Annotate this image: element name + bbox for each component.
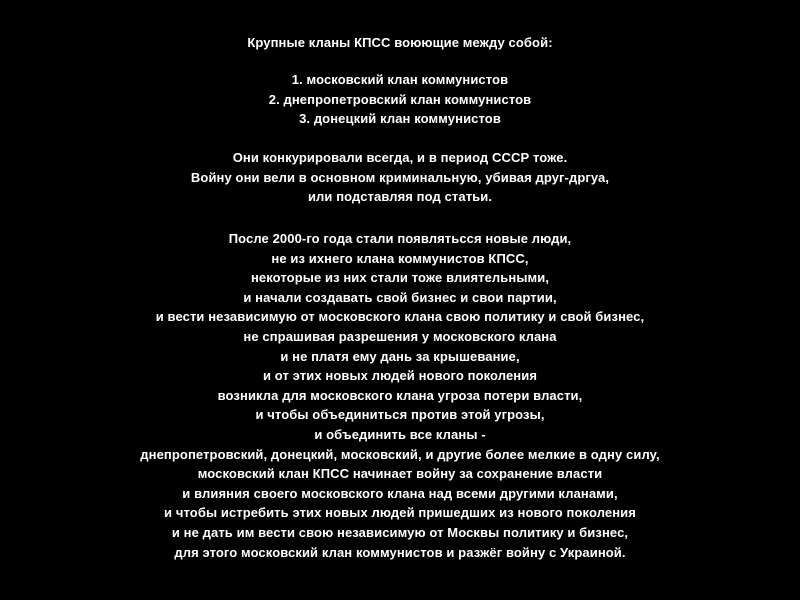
text-line: и влияния своего московского клана над всеми другими кланами, [182, 485, 618, 501]
text-line: московский клан КПСС начинает войну за сохранение власти [197, 466, 603, 482]
text-line: не спрашивая разрешения у московского клана [243, 328, 557, 344]
text-line: для этого московский клан коммунистов и разжёг войну с Украиной. [174, 544, 626, 560]
text-line: и чтобы истребить этих новых людей пришедших из нового поколения [164, 505, 636, 521]
list-item: 1. московский клан коммунистов [291, 72, 509, 87]
text-line: и начали создавать свой бизнес и свои партии, [243, 289, 557, 305]
title-block [0, 33, 800, 53]
text-line: После 2000-го года стали появлятьсся новые люди, [228, 231, 572, 246]
text-line: некоторые из них стали тоже влиятельными, [250, 270, 550, 286]
list-item: 3. донецкий клан коммунистов [299, 111, 501, 127]
text-line: не из ихнего клана коммунистов КПСС, [271, 250, 529, 266]
text-line: и чтобы объединиться против этой угрозы, [255, 407, 545, 423]
text-line: и не дать им вести свою независимую от Москвы политику и бизнес, [171, 524, 629, 540]
list-item: 2. днепропетровский клан коммунистов [268, 91, 532, 107]
text-line: и объединить все кланы - [314, 426, 486, 442]
text-line: днепропетровский, донецкий, московский, и другие более мелкие в одну силу, [140, 446, 660, 462]
text-line: или подставляя под статьи. [307, 189, 493, 205]
paragraph-after-2000 [0, 229, 800, 562]
clan-list [0, 70, 800, 129]
text-line: и не платя ему дань за крышевание, [280, 348, 520, 364]
text-line: Войну они вели в основном криминальную, убивая друг-дргуа, [190, 169, 610, 185]
paragraph-competition [0, 148, 800, 207]
text-line: и вести независимую от московского клана свою политику и свой бизнес, [155, 309, 645, 325]
page-title: Крупные кланы КПСС воюющие между собой: [247, 35, 553, 50]
text-line: Они конкурировали всегда, и в период СССР тоже. [232, 150, 568, 165]
text-line: и от этих новых людей нового поколения [262, 368, 538, 384]
text-line: возникла для московского клана угроза потери власти, [217, 387, 583, 403]
